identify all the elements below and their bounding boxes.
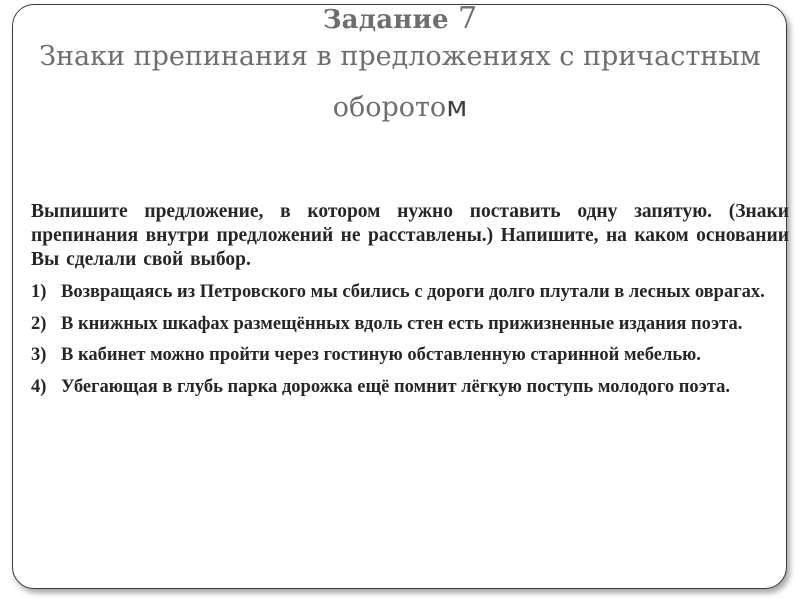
task-body	[31, 200, 789, 406]
subtitle-line-1: Знаки препинания в предложениях с причастным	[39, 41, 761, 72]
option-number: 3)	[31, 345, 47, 365]
options-list	[31, 280, 789, 399]
task-instruction: Выпишите предложение, в котором нужно поставить одну запятую. (Знаки препинания внутри предложений не расставлены.) Напишите, на каком основании Вы сделали свой выбор.	[31, 201, 789, 270]
option-number: 4)	[31, 376, 47, 397]
option-item-4	[31, 375, 789, 399]
option-number: 2)	[31, 313, 47, 334]
option-number: 1)	[31, 282, 47, 302]
subtitle-line-2-main: оборото	[332, 92, 447, 123]
option-text: В кабинет можно пройти через гостиную обставленную старинной мебелью.	[61, 345, 701, 365]
option-text: В книжных шкафах размещённых вдоль стен есть прижизненные издания поэта.	[61, 313, 743, 334]
task-number: 7	[458, 1, 478, 36]
option-text: Убегающая в глубь парка дорожка ещё помнит лёгкую поступь молодого поэта.	[61, 376, 731, 397]
option-item-3	[31, 343, 789, 367]
option-item-1	[31, 280, 789, 304]
subtitle-line-2-tail: м	[446, 90, 468, 123]
task-title	[0, 2, 800, 37]
option-text: Возвращаясь из Петровского мы сбились с дороги долго плутали в лесных оврагах.	[61, 282, 765, 302]
option-item-2	[31, 312, 789, 336]
subtitle-line-2	[0, 89, 800, 126]
slide-header	[0, 0, 800, 126]
task-word: Задание	[322, 5, 449, 35]
